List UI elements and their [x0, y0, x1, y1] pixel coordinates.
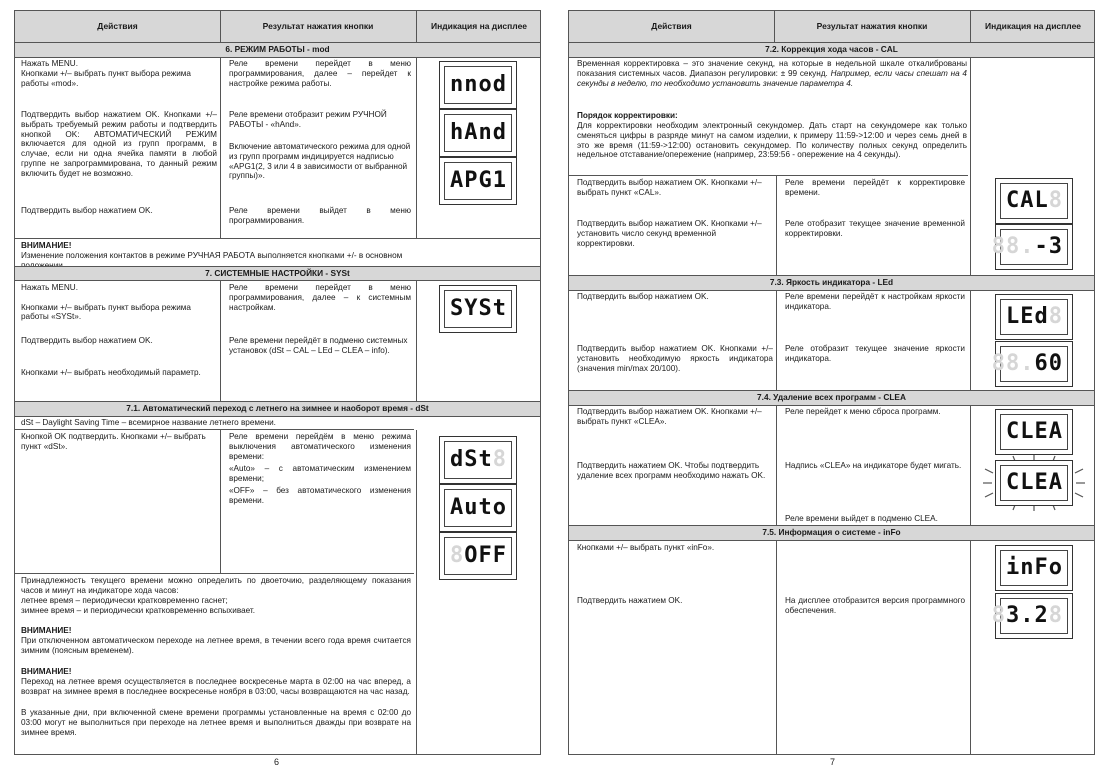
sec6-result-4: Реле времени выйдет в меню программирования.: [229, 206, 411, 225]
page-number-left: 6: [274, 757, 280, 767]
sec7-a1-line1: Нажать MENU.: [21, 283, 78, 292]
section-6-title: 6. РЕЖИМ РАБОТЫ - mod: [15, 42, 540, 58]
sec75-action-1: Кнопками +/– выбрать пункт «inFo».: [577, 543, 715, 552]
sec75-action-2: Подтвердить нажатием OK.: [577, 596, 683, 605]
section-7-1-title: 7.1. Автоматический переход с летнего на зимнее и наоборот время - dSt: [15, 401, 540, 417]
sec7-a1-line2: Кнопками +/– выбрать пункт выбора режима работы «SYSt».: [21, 302, 191, 322]
header-display: Индикация на дисплее: [430, 21, 528, 32]
sec6-result-3: Включение автоматического режима для одной из групп программ индицируется надписью «APG1(2, 3 или 4 в зависимости от выбранной группы)».: [229, 142, 411, 181]
section-7-title: 7. СИСТЕМНЫЕ НАСТРОЙКИ - SYSt: [15, 266, 540, 281]
lcd-dst: dSt 8: [439, 436, 517, 484]
sec6-action-3: Подтвердить выбор нажатием OK.: [21, 206, 153, 215]
lcd-info-version: 8 3.2 8: [995, 593, 1073, 639]
lcd-auto: Auto: [439, 484, 517, 532]
sec74-action-1: Подтвердить выбор нажатием OK. Кнопками +/– выбрать пункт «CLEA».: [577, 407, 762, 426]
sec71-result-3: «OFF» – без автоматического изменения времени.: [229, 486, 411, 505]
sec71-result-2: «Auto» – с автоматическим изменением времени;: [229, 464, 411, 483]
sec7-action-2: Подтвердить выбор нажатием OK.: [21, 336, 153, 345]
sec71-warning2-title: ВНИМАНИЕ!: [21, 667, 72, 676]
sec6-a1-line3: работы «mod».: [21, 78, 79, 88]
sec71-para-2: летнее время – периодически кратковременно гаснет;: [21, 596, 228, 605]
lcd-info: inFo: [995, 545, 1073, 591]
sec73-result-2: Реле отобразит текущее значение яркости индикатора.: [785, 344, 965, 363]
lcd-cal-value: 88. -3: [995, 224, 1073, 270]
lcd-clea-blinking: CLEA: [995, 460, 1073, 506]
sec73-action-1: Подтвердить выбор нажатием OK.: [577, 292, 709, 301]
left-page: [14, 10, 541, 755]
page-number-right: 7: [830, 757, 836, 767]
lcd-off: 8 OFF: [439, 532, 517, 580]
sec71-warning1-text: При отключенном автоматическом переходе на летнее время, в течении всего года время считается зимним (поясным временем).: [21, 636, 411, 655]
sec6-action-1: [21, 59, 217, 88]
header-actions: Действия: [97, 21, 138, 32]
section-7-2-title: 7.2. Коррекция хода часов - CAL: [569, 42, 1094, 58]
lcd-led-value: 88. 60: [995, 341, 1073, 387]
sec7-action-3: Кнопками +/– выбрать необходимый параметр.: [21, 368, 201, 377]
sec72-result-2: Реле отобразит текущее значение временной корректировки.: [785, 219, 965, 238]
sec6-result-1: Реле времени перейдет в меню программирования, далее – перейдет к настройке режима работы.: [229, 59, 411, 88]
lcd-syst: SYSt: [439, 285, 517, 333]
header-result: Результат нажатия кнопки: [262, 21, 374, 32]
lcd-mod: nnod: [439, 61, 517, 109]
sec74-result-2: Надпись «CLEA» на индикаторе будет мигать.: [785, 461, 962, 470]
sec71-definition: dSt – Daylight Saving Time – всемирное название летнего времени.: [21, 418, 276, 427]
sec6-a1-line2: Кнопками +/– выбрать пункт выбора режима: [21, 68, 191, 78]
table-header: [15, 11, 540, 44]
sec6-action-2: Подтвердить выбор нажатием OK. Кнопками +/– выбрать требуемый режим работы и подтвердить кнопкой OK: АВТОМАТИЧЕСКИЙ РЕЖИМ включается для одной из групп программ, в случае, если ни одна ячейка памяти в любой группе не запрограммирована, то данный режим включить будет не возможно.: [21, 110, 217, 178]
sec75-result-1: На дисплее отобразится версия программного обеспечения.: [785, 596, 965, 615]
lcd-led: LEd 8: [995, 294, 1073, 340]
sec74-result-3: Реле времени выйдет в подменю CLEA.: [785, 514, 938, 523]
sec6-warning-title: ВНИМАНИЕ!: [21, 241, 72, 250]
sec71-para-1: Принадлежность текущего времени можно определить по двоеточию, разделяющему показания часов и минут на индикаторе хода часов:: [21, 576, 411, 595]
sec73-result-1: Реле времени перейдёт к настройкам яркости индикатора.: [785, 292, 965, 311]
table-header-right: [569, 11, 1094, 44]
sec7-result-2: Реле времени перейдёт в подменю системных установок (dSt – CAL – LEd – CLEA – info).: [229, 336, 408, 355]
header-result-right: Результат нажатия кнопки: [816, 21, 928, 32]
lcd-apg1: APG1: [439, 157, 517, 205]
lcd-hand: hAnd: [439, 109, 517, 157]
sec72-order-text: Для корректировки необходим электронный секундомер. Дать старт на секундомере как только сменяться цифры в разряде минут на самом изделии, к примеру 11:59->12:00 и через семь дней в это же время (11:59->12:00) остановить секундомер. По количеству полных секунд определить недельное отставание/опережение (например, 23:59:56 - опережение на 4 секунды).: [577, 121, 967, 160]
sec71-warning1-title: ВНИМАНИЕ!: [21, 626, 72, 635]
lcd-cal: CAL 8: [995, 178, 1073, 224]
sec72-result-1: Реле времени перейдёт к корректировке времени.: [785, 178, 965, 197]
sec72-action-1: Подтвердить выбор нажатием OK. Кнопками +/– выбрать пункт «CAL».: [577, 178, 762, 197]
sec71-action-1: Кнопкой OK подтвердить. Кнопками +/– выбрать пункт «dSt».: [21, 432, 206, 451]
lcd-clea: CLEA: [995, 409, 1073, 455]
sec7-action-1: [21, 283, 217, 322]
section-7-4-title: 7.4. Удаление всех программ - CLEA: [569, 390, 1094, 406]
sec71-para-3: зимнее время – и периодически кратковременно вспыхивает.: [21, 606, 256, 615]
section-7-5-title: 7.5. Информация о системе - inFo: [569, 525, 1094, 541]
sec72-order-title: Порядок корректировки:: [577, 111, 678, 120]
section-7-3-title: 7.3. Яркость индикатора - LEd: [569, 275, 1094, 291]
sec74-action-2: Подтвердить нажатием OK. Чтобы подтвердить удаление всех программ необходимо нажать OK.: [577, 461, 766, 480]
sec73-action-2: Подтвердить выбор нажатием OK. Кнопками +/– установить необходимую яркость индикатора (значения min/max 20/100).: [577, 344, 773, 373]
header-display-right: Индикация на дисплее: [984, 21, 1082, 32]
sec72-intro: Временная корректировка – это значение секунд, на которые в недельной шкале откалиброваны показания системных часов. Диапазон регулировки: ± 99 секунд. Например, если часы спешат на 4 секунды в неделю, то необходимо установить значение параметра 4.: [577, 59, 967, 88]
sec71-result-1: Реле времени перейдём в меню режима выключения автоматического изменения времени:: [229, 432, 411, 461]
header-actions-right: Действия: [651, 21, 692, 32]
sec72-action-2: Подтвердить выбор нажатием OK. Кнопками +/– установить число секунд временной корректировки.: [577, 219, 762, 248]
sec7-result-1: Реле времени перейдет в меню программирования, далее – к системным настройкам.: [229, 283, 411, 312]
sec6-result-2: Реле времени отобразит режим РУЧНОЙ РАБОТЫ - «hAnd».: [229, 110, 387, 129]
sec6-a1-line1: Нажать MENU.: [21, 59, 78, 68]
sec74-result-1: Реле перейдет к меню сброса программ.: [785, 407, 941, 416]
sec71-warning2-text1: Переход на летнее время осуществляется в последнее воскресенье марта в 02:00 на час вперед, а возврат на зимнее время в последнее воскресенье ноября в 03:00, часы возвращаются на час назад.: [21, 677, 411, 696]
right-page: [568, 10, 1095, 755]
sec6-warning-text: Изменение положения контактов в режиме РУЧНАЯ РАБОТА выполняется кнопками +/- в основном: [21, 251, 403, 260]
sec71-warning2-text2: В указанные дни, при включенной смене времени программы установленные на время с 02:00 до 03:00 могут не выполниться при переходе на летнее время и выполниться дважды при возврате на зимнее время.: [21, 708, 411, 737]
